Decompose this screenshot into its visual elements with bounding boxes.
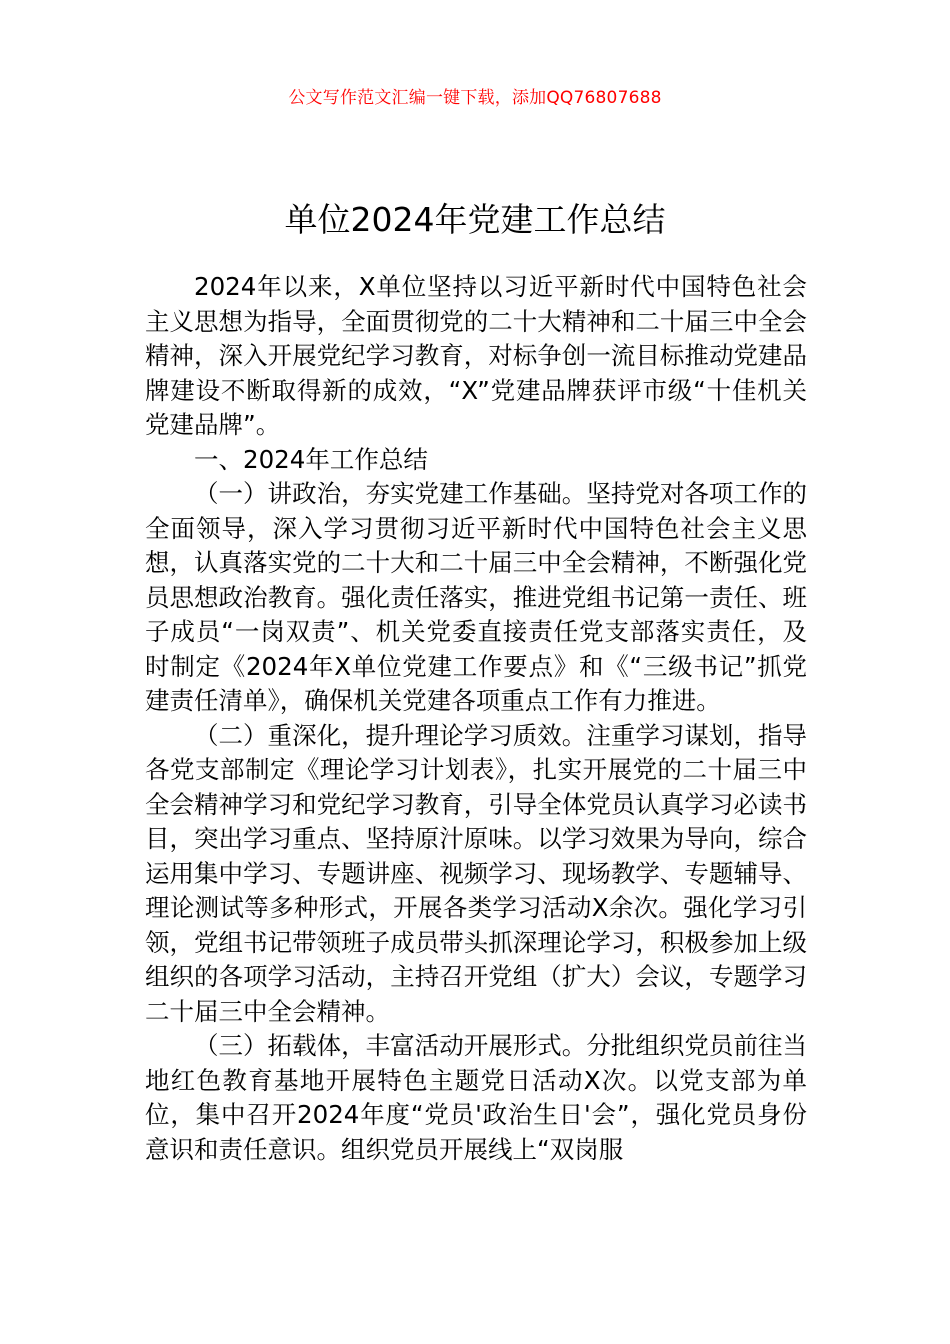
paragraph-activities: （三）拓载体，丰富活动开展形式。分批组织党员前往当地红色教育基地开展特色主题党日活动X次。以党支部为单位，集中召开2024年度“党员'政治生日'会”，强化党员身份意识和责任意识。组织党员开展线上“双岗服: [145, 1031, 807, 1164]
document-title: 单位2024年党建工作总结: [284, 200, 666, 240]
intro-paragraph: 2024年以来，X单位坚持以习近平新时代中国特色社会主义思想为指导，全面贯彻党的二十大精神和二十届三中全会精神，深入开展党纪学习教育，对标争创一流目标推动党建品牌建设不断取得新的成效，“X”党建品牌获评市级“十佳机关党建品牌”。: [145, 272, 807, 439]
document-body: [145, 270, 807, 1167]
paragraph-politics: （一）讲政治，夯实党建工作基础。坚持党对各项工作的全面领导，深入学习贯彻习近平新时代中国特色社会主义思想，认真落实党的二十大和二十届三中全会精神，不断强化党员思想政治教育。强化责任落实，推进党组书记第一责任、班子成员“一岗双责”、机关党委直接责任党支部落实责任，及时制定《2024年X单位党建工作要点》和《“三级书记”抓党建责任清单》，确保机关党建各项重点工作有力推进。: [145, 479, 807, 715]
section-heading: 一、2024年工作总结: [194, 444, 428, 474]
paragraph-theory-study: （二）重深化，提升理论学习质效。注重学习谋划，指导各党支部制定《理论学习计划表》，扎实开展党的二十届三中全会精神学习和党纪学习教育，引导全体党员认真学习必读书目，突出学习重点、坚持原汁原味。以学习效果为导向，综合运用集中学习、专题讲座、视频学习、现场教学、专题辅导、理论测试等多种形式，开展各类学习活动X余次。强化学习引领，党组书记带领班子成员带头抓深理论学习，积极参加上级组织的各项学习活动，主持召开党组（扩大）会议，专题学习二十届三中全会精神。: [145, 720, 807, 1026]
download-notice: 公文写作范文汇编一键下载，添加QQ76807688: [288, 88, 662, 108]
